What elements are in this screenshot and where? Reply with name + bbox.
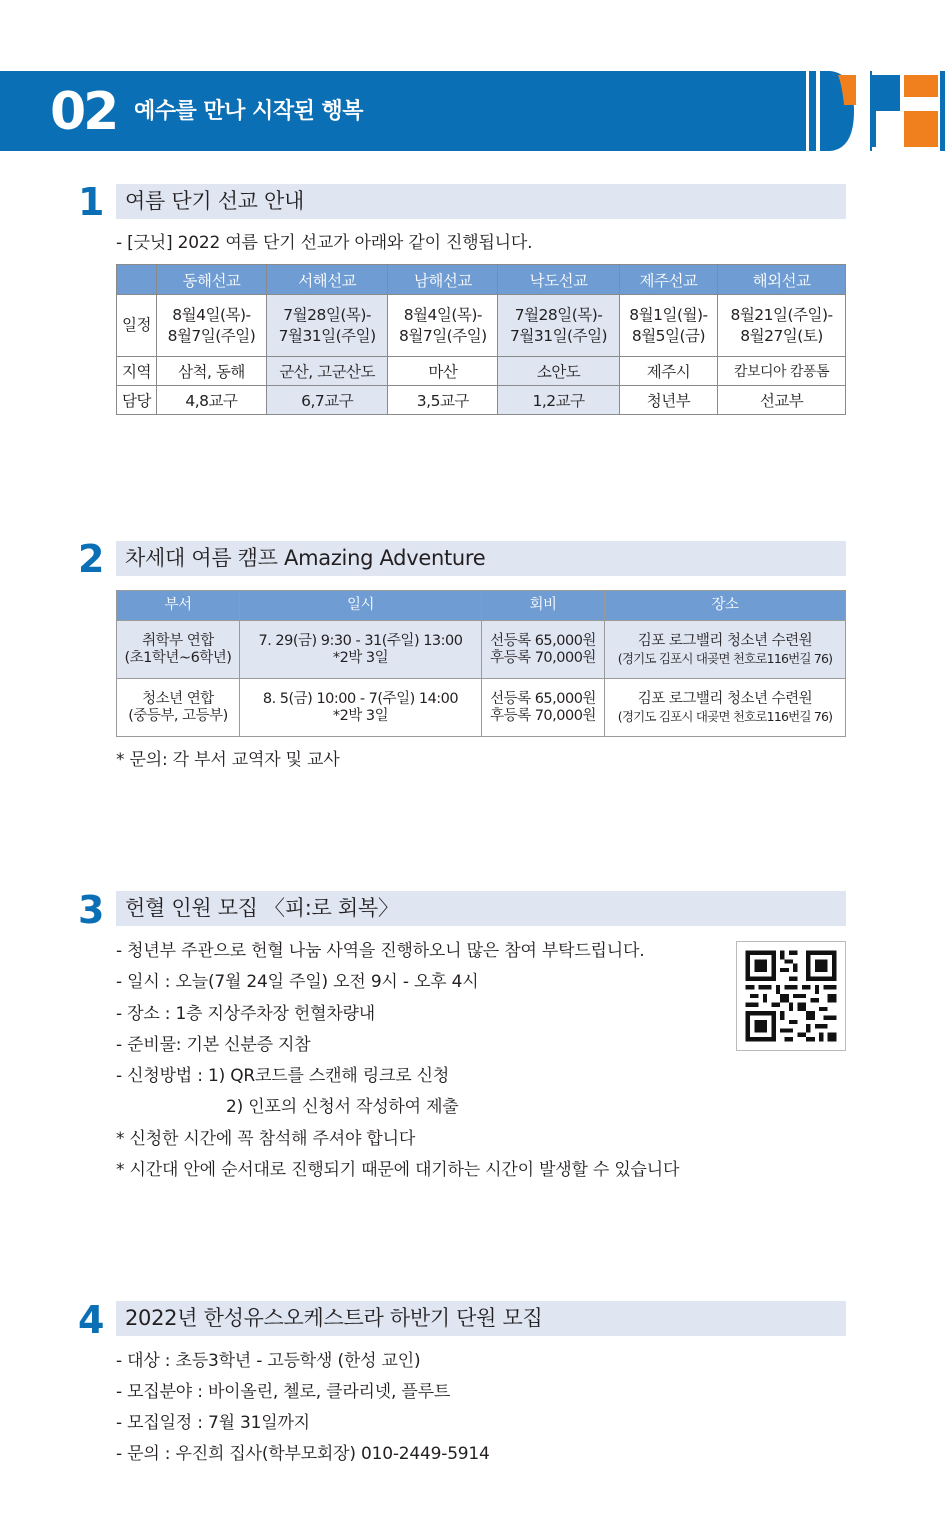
row-label: 담당 bbox=[117, 386, 157, 415]
camp-table bbox=[116, 590, 846, 737]
section-number: 2 bbox=[78, 537, 105, 581]
charge-cell: 1,2교구 bbox=[498, 386, 620, 415]
area-cell: 마산 bbox=[388, 357, 498, 386]
area-cell: 소안도 bbox=[498, 357, 620, 386]
dept-cell: 취학부 연합 (초1학년~6학년) bbox=[117, 621, 240, 679]
schedule-cell: 8월4일(목)- 8월7일(주일) bbox=[388, 295, 498, 357]
info-line: - 모집일정 : 7월 31일까지 bbox=[116, 1413, 310, 1433]
table-corner bbox=[117, 265, 157, 295]
area-cell: 캄보디아 캄퐁톰 bbox=[718, 357, 846, 386]
section-title-bar bbox=[116, 184, 846, 219]
contact-note: * 문의: 각 부서 교역자 및 교사 bbox=[116, 750, 340, 770]
info-line: - 대상 : 초등3학년 - 고등학생 (한성 교인) bbox=[116, 1351, 421, 1371]
section-title: 2022년 한성유스오케스트라 하반기 단원 모집 bbox=[125, 1306, 543, 1330]
row-label: 지역 bbox=[117, 357, 157, 386]
info-note: * 신청한 시간에 꼭 참석해 주셔야 합니다 bbox=[116, 1129, 416, 1149]
section-title: 차세대 여름 캠프 Amazing Adventure bbox=[125, 546, 486, 570]
column-header: 해외선교 bbox=[718, 265, 846, 295]
column-header: 일시 bbox=[240, 591, 482, 621]
section-title-bar bbox=[116, 891, 846, 926]
info-line: - 일시 : 오늘(7월 24일 주일) 오전 9시 - 오후 4시 bbox=[116, 972, 479, 992]
dept-cell: 청소년 연합 (중등부, 고등부) bbox=[117, 679, 240, 737]
charge-cell: 선교부 bbox=[718, 386, 846, 415]
row-label: 일정 bbox=[117, 295, 157, 357]
section-number: 1 bbox=[78, 180, 105, 224]
place-cell: 김포 로그밸리 청소년 수련원 (경기도 김포시 대곶면 천호로116번길 76) bbox=[605, 679, 846, 737]
schedule-cell: 8월21일(주일)- 8월27일(토) bbox=[718, 295, 846, 357]
area-cell: 삼척, 동해 bbox=[157, 357, 267, 386]
column-header: 제주선교 bbox=[619, 265, 717, 295]
schedule-cell: 8월1일(월)- 8월5일(금) bbox=[619, 295, 717, 357]
column-header: 동해선교 bbox=[157, 265, 267, 295]
info-note: * 시간대 안에 순서대로 진행되기 때문에 대기하는 시간이 발생할 수 있습니다 bbox=[116, 1160, 680, 1180]
date-cell: 7. 29(금) 9:30 - 31(주일) 13:00 *2박 3일 bbox=[240, 621, 482, 679]
chapter-banner bbox=[0, 71, 945, 151]
schedule-cell: 8월4일(목)- 8월7일(주일) bbox=[157, 295, 267, 357]
place-cell: 김포 로그밸리 청소년 수련원 (경기도 김포시 대곶면 천호로116번길 76) bbox=[605, 621, 846, 679]
charge-cell: 3,5교구 bbox=[388, 386, 498, 415]
church-logo-icon bbox=[806, 71, 945, 151]
section-number: 4 bbox=[78, 1298, 105, 1342]
info-line: - 장소 : 1층 지상주차장 헌혈차량내 bbox=[116, 1004, 375, 1024]
column-header: 남해선교 bbox=[388, 265, 498, 295]
date-cell: 8. 5(금) 10:00 - 7(주일) 14:00 *2박 3일 bbox=[240, 679, 482, 737]
section-title: 여름 단기 선교 안내 bbox=[125, 189, 305, 213]
info-line: - 문의 : 우진희 집사(학부모회장) 010-2449-5914 bbox=[116, 1444, 490, 1464]
section-number: 3 bbox=[78, 888, 105, 932]
chapter-title: 예수를 만나 시작된 행복 bbox=[134, 99, 363, 124]
qr-code-icon[interactable] bbox=[736, 941, 846, 1051]
table-row bbox=[117, 621, 846, 679]
area-cell: 군산, 고군산도 bbox=[266, 357, 388, 386]
schedule-cell: 7월28일(목)- 7월31일(주일) bbox=[266, 295, 388, 357]
info-line: - 신청방법 : 1) QR코드를 스캔해 링크로 신청 bbox=[116, 1066, 450, 1086]
area-cell: 제주시 bbox=[619, 357, 717, 386]
info-line: - 청년부 주관으로 헌혈 나눔 사역을 진행하오니 많은 참여 부탁드립니다. bbox=[116, 941, 645, 961]
chapter-number: 02 bbox=[50, 82, 117, 142]
section-title: 헌혈 인원 모집 〈피:로 회복〉 bbox=[125, 896, 399, 920]
section-intro: - [긋닛] 2022 여름 단기 선교가 아래와 같이 진행됩니다. bbox=[116, 233, 533, 253]
mission-schedule-table bbox=[116, 264, 846, 415]
info-line: - 모집분야 : 바이올린, 첼로, 클라리넷, 플루트 bbox=[116, 1382, 451, 1402]
charge-cell: 6,7교구 bbox=[266, 386, 388, 415]
fee-cell: 선등록 65,000원 후등록 70,000원 bbox=[482, 679, 605, 737]
section-title-bar bbox=[116, 541, 846, 576]
info-line: - 준비물: 기본 신분증 지참 bbox=[116, 1035, 311, 1055]
column-header: 서해선교 bbox=[266, 265, 388, 295]
section-title-bar bbox=[116, 1301, 846, 1336]
schedule-cell: 7월28일(목)- 7월31일(주일) bbox=[498, 295, 620, 357]
table-row bbox=[117, 679, 846, 737]
column-header: 부서 bbox=[117, 591, 240, 621]
charge-cell: 청년부 bbox=[619, 386, 717, 415]
charge-cell: 4,8교구 bbox=[157, 386, 267, 415]
column-header: 낙도선교 bbox=[498, 265, 620, 295]
fee-cell: 선등록 65,000원 후등록 70,000원 bbox=[482, 621, 605, 679]
info-line: 2) 인포의 신청서 작성하여 제출 bbox=[226, 1097, 459, 1117]
column-header: 회비 bbox=[482, 591, 605, 621]
column-header: 장소 bbox=[605, 591, 846, 621]
